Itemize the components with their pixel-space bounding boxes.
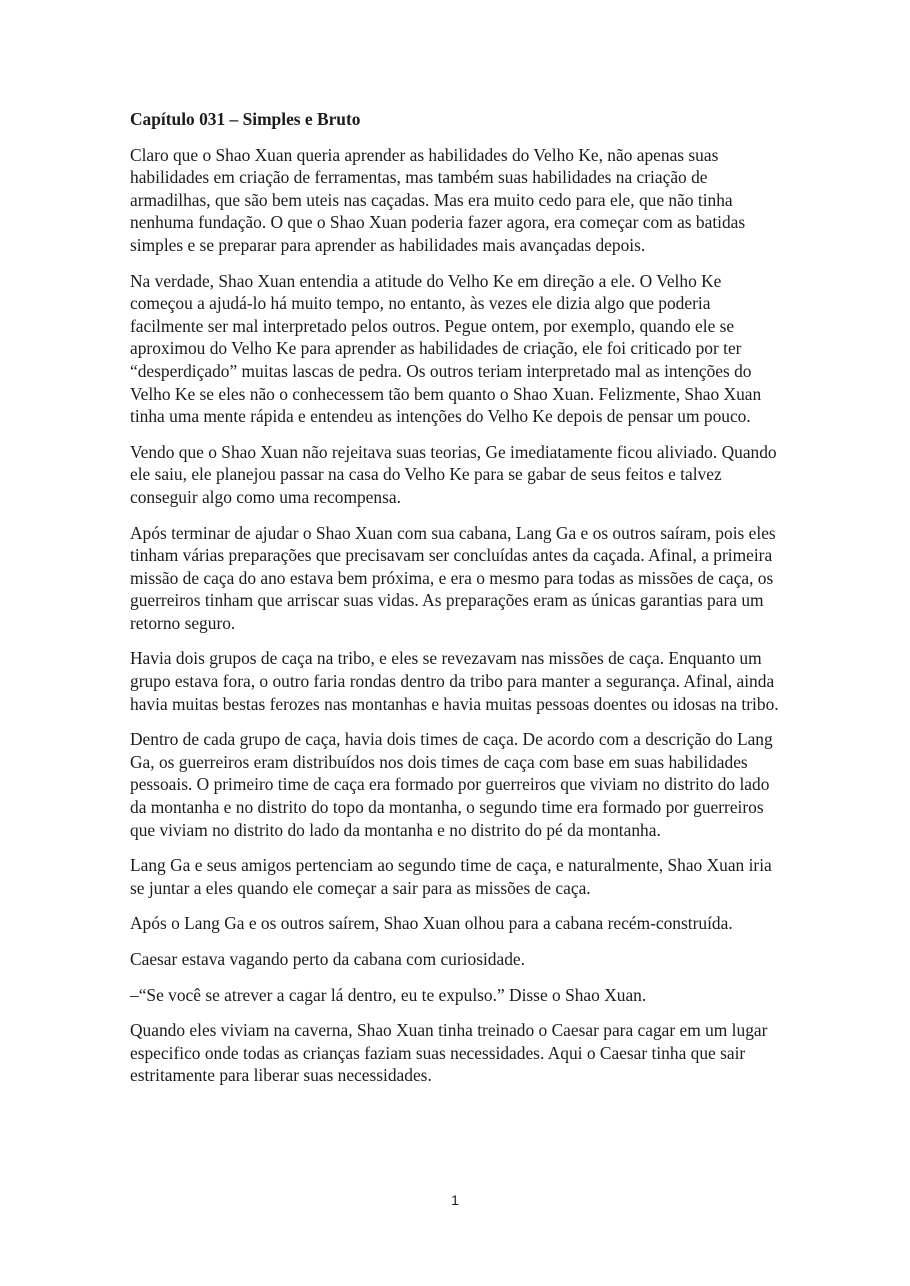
chapter-title: Capítulo 031 – Simples e Bruto [130,109,361,129]
paragraph-3: Vendo que o Shao Xuan não rejeitava suas teorias, Ge imediatamente ficou aliviado. Quando ele saiu, ele planejou passar na casa do Velho Ke para se gabar de seus feitos e talvez conseguir algo como uma recompensa. [130,441,777,507]
page-number: 1 [451,1192,459,1208]
paragraph-9: Caesar estava vagando perto da cabana com curiosidade. [130,949,525,969]
paragraph-1: Claro que o Shao Xuan queria aprender as habilidades do Velho Ke, não apenas suas habilidades em criação de ferramentas, mas também suas habilidades na criação de armadilhas, que são bem uteis nas caçadas. Mas era muito cedo para ele, que não tinha nenhuma fundação. O que o Shao Xuan poderia fazer agora, era começar com as batidas simples e se preparar para aprender as habilidades mais avançadas depois. [130,144,746,255]
paragraph-10: –“Se você se atrever a cagar lá dentro, eu te expulso.” Disse o Shao Xuan. [130,984,647,1005]
paragraph-4: Após terminar de ajudar o Shao Xuan com sua cabana, Lang Ga e os outros saíram, pois eles tinham várias preparações que precisavam ser concluídas antes da caçada. Afinal, a primeira missão de caça do ano estava bem próxima, e era o mesmo para todas as missões de caça, os guerreiros tinham que arriscar suas vidas. As preparações eram as únicas garantias para um retorno seguro. [130,522,776,633]
paragraph-11: Quando eles viviam na caverna, Shao Xuan tinha treinado o Caesar para cagar em um lugar especifico onde todas as crianças faziam suas necessidades. Aqui o Caesar tinha que sair estritamente para liberar suas necessidades. [130,1020,768,1086]
document-body [130,108,782,1100]
paragraph-8: Após o Lang Ga e os outros saírem, Shao Xuan olhou para a cabana recém-construída. [130,913,733,934]
paragraph-2: Na verdade, Shao Xuan entendia a atitude do Velho Ke em direção a ele. O Velho Ke começou a ajudá-lo há muito tempo, no entanto, às vezes ele dizia algo que poderia facilmente ser mal interpretado pelos outros. Pegue ontem, por exemplo, quando ele se aproximou do Velho Ke para aprender as habilidades de criação, ele foi criticado por ter “desperdiçado” muitas lascas de pedra. Os outros teriam interpretado mal as intenções do Velho Ke se eles não o conhecessem tão bem quanto o Shao Xuan. Felizmente, Shao Xuan tinha uma mente rápida e entendeu as intenções do Velho Ke depois de pensar um pouco. [130,270,762,427]
paragraph-6: Dentro de cada grupo de caça, havia dois times de caça. De acordo com a descrição do Lang Ga, os guerreiros eram distribuídos nos dois times de caça com base em suas habilidades pessoais. O primeiro time de caça era formado por guerreiros que viviam no distrito do lado da montanha e no distrito do topo da montanha, o segundo time era formado por guerreiros que viviam no distrito do lado da montanha e no distrito do pé da montanha. [130,729,773,840]
paragraph-7: Lang Ga e seus amigos pertenciam ao segundo time de caça, e naturalmente, Shao Xuan iria se juntar a eles quando ele começar a sair para as missões de caça. [130,855,772,898]
paragraph-5: Havia dois grupos de caça na tribo, e eles se revezavam nas missões de caça. Enquanto um grupo estava fora, o outro faria rondas dentro da tribo para manter a segurança. Afinal, ainda havia muitas bestas ferozes nas montanhas e havia muitas pessoas doentes ou idosas na tribo. [130,648,779,714]
